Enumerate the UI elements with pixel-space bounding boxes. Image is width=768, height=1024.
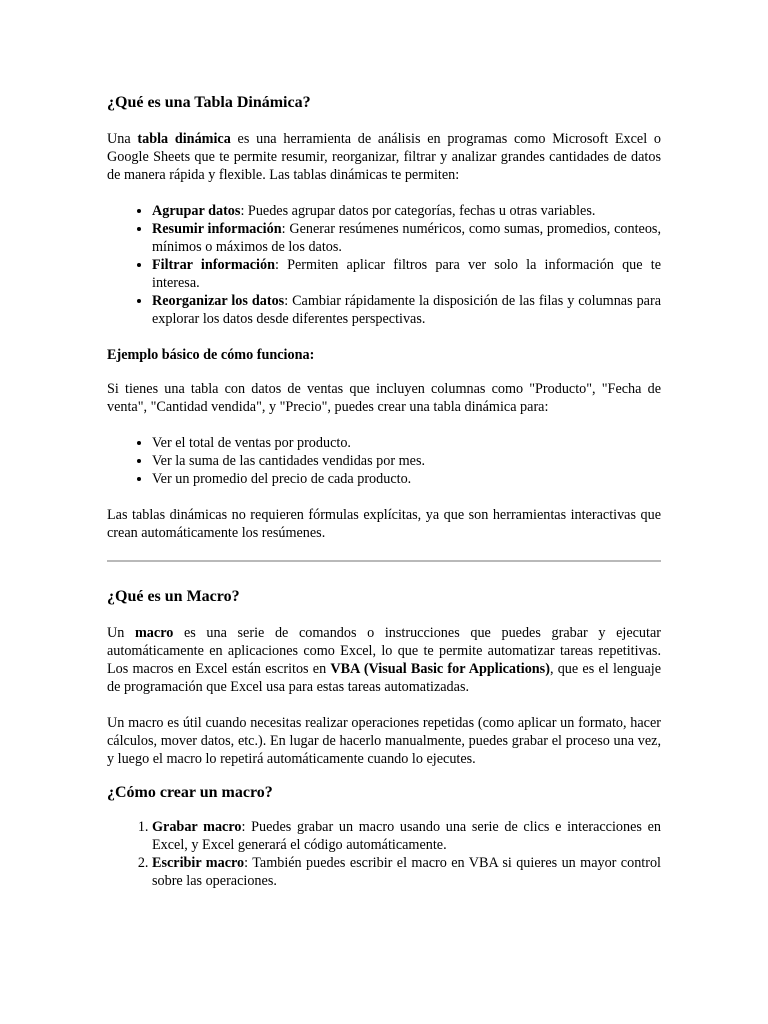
pivot-table-intro: Una tabla dinámica es una herramienta de análisis en programas como Microsoft Excel o Google Sheets que te permite resumir, reorganizar, filtrar y analizar grandes cantidades de datos de manera rápida y flexible. Las tablas dinámicas te permiten: xyxy=(107,131,661,183)
create-macro-heading: ¿Cómo crear un macro? xyxy=(107,784,273,801)
example-list xyxy=(107,434,661,488)
list-item: • Filtrar información: Permiten aplicar filtros para ver solo la información que te interesa. xyxy=(152,256,661,292)
macro-usefulness: Un macro es útil cuando necesitas realizar operaciones repetidas (como aplicar un formato, hacer cálculos, mover datos, etc.). En lugar de hacerlo manualmente, puedes grabar el proceso una vez, y luego el macro lo repetirá automáticamente cuando lo ejecutes. xyxy=(107,715,661,767)
pivot-table-heading: ¿Qué es una Tabla Dinámica? xyxy=(107,94,311,111)
list-item: • Agrupar datos: Puedes agrupar datos por categorías, fechas u otras variables. xyxy=(152,202,661,220)
document-content xyxy=(107,92,661,890)
list-item: • Resumir información: Generar resúmenes numéricos, como sumas, promedios, conteos, mínimos o máximos de los datos. xyxy=(152,220,661,256)
pivot-closing-text: Las tablas dinámicas no requieren fórmulas explícitas, ya que son herramientas interactivas que crean automáticamente los resúmenes. xyxy=(107,507,661,541)
example-text: Si tienes una tabla con datos de ventas que incluyen columnas como "Producto", "Fecha de venta", "Cantidad vendida", y "Precio", puedes crear una tabla dinámica para: xyxy=(107,381,661,415)
example-heading: Ejemplo básico de cómo funciona: xyxy=(107,347,315,363)
macro-steps-list xyxy=(107,818,661,890)
list-item: 1. Grabar macro: Puedes grabar un macro usando una serie de clics e interacciones en Excel, y Excel generará el código automáticamente. xyxy=(152,818,661,854)
list-item: • Reorganizar los datos: Cambiar rápidamente la disposición de las filas y columnas para explorar los datos desde diferentes perspectivas. xyxy=(152,292,661,328)
macro-intro: Un macro es una serie de comandos o instrucciones que puedes grabar y ejecutar automáticamente en aplicaciones como Excel, lo que te permite automatizar tareas repetitivas. Los macros en Excel están escritos en VBA (Visual Basic for Applications), que es el lenguaje de programación que Excel usa para estas tareas automatizadas. xyxy=(107,625,661,695)
pivot-features-list xyxy=(107,202,661,328)
list-item: • Ver la suma de las cantidades vendidas por mes. xyxy=(152,452,661,470)
macro-heading: ¿Qué es un Macro? xyxy=(107,588,240,605)
list-item: 2. Escribir macro: También puedes escribir el macro en VBA si quieres un mayor control sobre las operaciones. xyxy=(152,854,661,890)
list-item: • Ver un promedio del precio de cada producto. xyxy=(152,470,661,488)
list-item: • Ver el total de ventas por producto. xyxy=(152,434,661,452)
